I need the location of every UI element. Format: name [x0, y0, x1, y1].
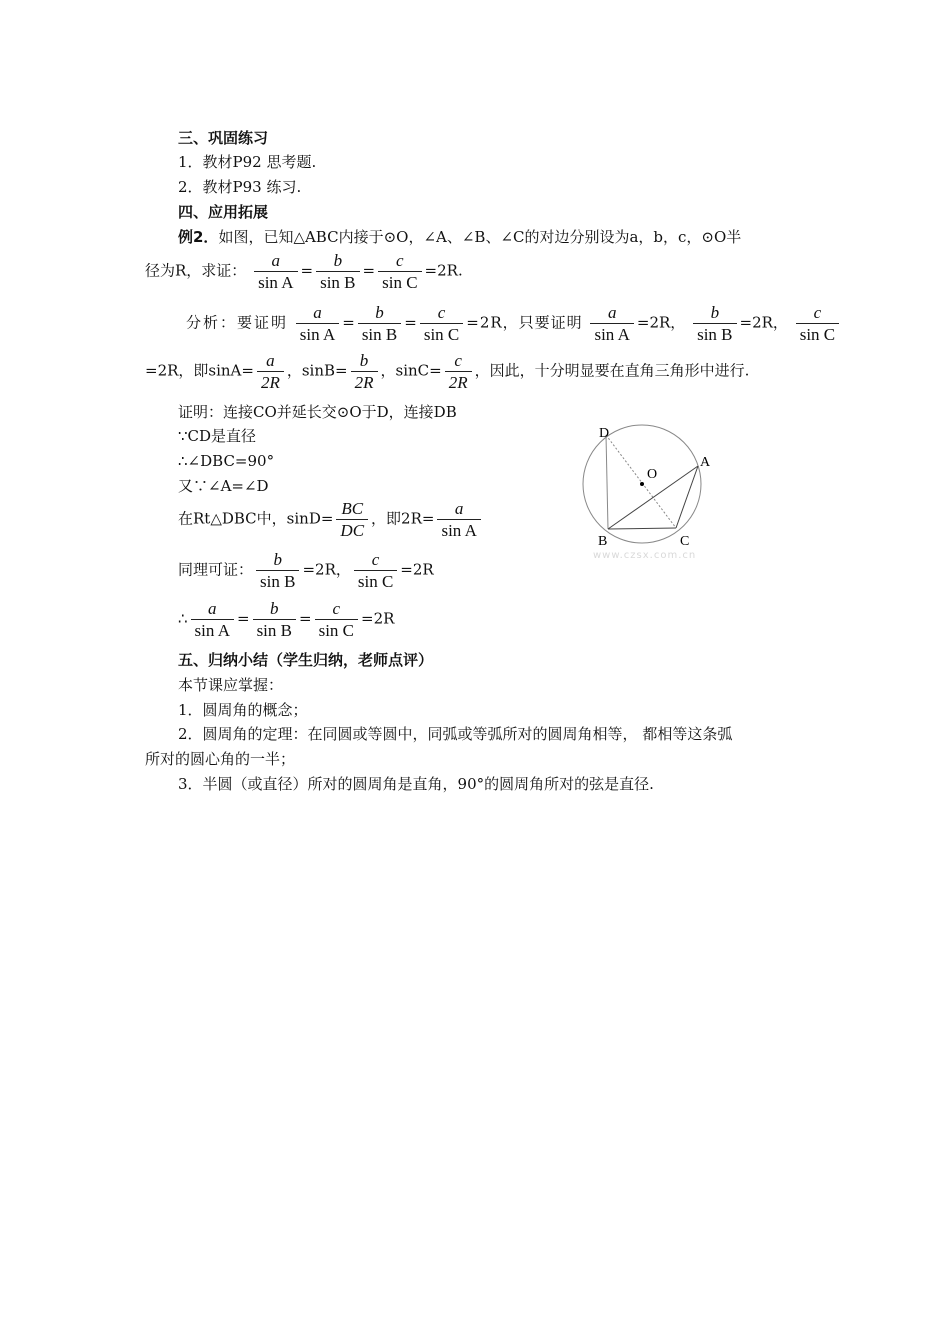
section-5-item-2b: 所对的圆心角的一半； — [145, 750, 296, 768]
equals: = — [362, 261, 376, 280]
circle-figure — [578, 418, 718, 568]
label-D: D — [599, 426, 610, 441]
numerator: b — [375, 303, 384, 322]
proof-6-mid: =2R， — [302, 560, 351, 579]
proof-6-prefix: 同理可证： — [178, 560, 254, 579]
proof-5-mid: ，即2R= — [371, 509, 435, 528]
fraction-a-2R — [257, 350, 284, 393]
fraction-c-2R — [445, 350, 472, 393]
analysis-sinB: ，sinB= — [286, 361, 348, 380]
proof-line-3: ∴∠DBC=90° — [178, 452, 275, 470]
proof-line-5 — [178, 498, 484, 541]
section-3-item-1: 1．教材P92 思考题. — [178, 153, 317, 171]
denominator: sin A — [594, 325, 630, 344]
section-5-item-1: 1．圆周角的概念； — [178, 701, 308, 719]
equals-2r: =2R. — [424, 261, 463, 280]
section-3-title: 三、巩固练习 — [178, 129, 269, 147]
analysis-line-2 — [145, 350, 749, 393]
denominator: sin C — [318, 621, 355, 640]
fraction-a-sinA — [254, 250, 297, 293]
fraction-c-sinC — [796, 302, 839, 345]
fraction-a-sinA — [590, 302, 633, 345]
section-5-item-3: 3．半圆（或直径）所对的圆周角是直角，90°的圆周角所对的弦是直径. — [178, 775, 654, 793]
fraction-b-sinB — [253, 598, 296, 641]
analysis-end: ，因此，十分明显要在直角三角形中进行. — [474, 361, 750, 380]
denominator: 2R — [448, 373, 468, 392]
example-line-2 — [145, 250, 463, 293]
fraction-b-sinB — [693, 302, 736, 345]
equals: = — [300, 261, 314, 280]
fraction-b-sinB — [358, 302, 401, 345]
denominator: sin B — [697, 325, 733, 344]
numerator: a — [607, 303, 617, 322]
numerator: a — [454, 499, 464, 518]
denominator: sin A — [441, 521, 477, 540]
watermark: www.czsx.com.cn — [593, 550, 697, 561]
analysis-sinA: =2R，即sinA= — [145, 361, 254, 380]
proof-6-end: =2R — [400, 560, 434, 579]
fraction-c-sinC — [354, 549, 397, 592]
analysis-prefix: 分析：要证明 — [186, 313, 289, 332]
fraction-a-sinA — [437, 498, 480, 541]
example-text-1: 如图，已知△ABC内接于⊙O，∠A、∠B、∠C的对边分别设为a，b，c，⊙O半 — [218, 228, 742, 246]
denominator: 2R — [260, 373, 280, 392]
analysis-sep: =2R， — [636, 313, 686, 332]
proof-line-2: ∵CD是直径 — [178, 427, 257, 445]
section-3-item-2: 2．教材P93 练习. — [178, 178, 302, 196]
label-O: O — [647, 467, 658, 482]
numerator: c — [371, 550, 380, 569]
fraction-a-sinA — [191, 598, 234, 641]
numerator: c — [813, 303, 822, 322]
numerator: a — [313, 303, 322, 322]
numerator: b — [359, 351, 369, 370]
numerator: a — [266, 351, 275, 370]
section-5-title: 五、归纳小结（学生归纳，老师点评） — [178, 651, 434, 669]
equals: = — [342, 313, 355, 332]
denominator: DC — [340, 521, 365, 540]
proof-7-end: =2R — [361, 609, 395, 628]
denominator: sin C — [357, 572, 394, 591]
fraction-b-sinB — [316, 250, 359, 293]
equals: = — [236, 609, 250, 628]
proof-line-7 — [178, 598, 394, 641]
numerator: b — [270, 599, 279, 618]
denominator: sin C — [423, 325, 460, 344]
fraction-c-sinC — [315, 598, 358, 641]
denominator: 2R — [354, 373, 374, 392]
denominator: sin B — [320, 273, 356, 292]
therefore-symbol: ∴ — [178, 609, 188, 628]
segment-DC — [606, 435, 676, 528]
numerator: a — [271, 251, 281, 270]
denominator: sin A — [299, 325, 336, 344]
analysis-sinC: ，sinC= — [380, 361, 442, 380]
example-text-2: 径为R，求证： — [145, 261, 247, 280]
fraction-a-sinA — [296, 302, 339, 345]
section-4-title: 四、应用拓展 — [178, 203, 269, 221]
denominator: sin C — [382, 273, 418, 292]
numerator: c — [437, 303, 446, 322]
analysis-line-1 — [186, 302, 842, 345]
numerator: c — [332, 599, 341, 618]
label-A: A — [700, 455, 711, 470]
analysis-mid: =2R，只要证明 — [466, 313, 583, 332]
section-5-item-2a: 2．圆周角的定理：在同圆或等圆中，同弧或等弧所对的圆周角相等， 都相等这条弧 — [178, 725, 733, 743]
fraction-BC-DC — [336, 498, 368, 541]
example-label: 例2． — [178, 228, 219, 246]
label-C: C — [680, 534, 690, 549]
segment-CA — [676, 466, 698, 528]
denominator: sin A — [194, 621, 230, 640]
fraction-c-sinC — [378, 250, 421, 293]
numerator: a — [208, 599, 217, 618]
segment-DB — [606, 435, 608, 529]
proof-5-prefix: 在Rt△DBC中，sinD= — [178, 509, 334, 528]
denominator: sin A — [258, 273, 294, 292]
fraction-b-2R — [351, 350, 378, 393]
proof-line-4: 又∵∠A=∠D — [178, 477, 269, 495]
denominator: sin B — [361, 325, 398, 344]
center-point — [640, 482, 644, 486]
numerator: BC — [341, 499, 364, 518]
example-line-1 — [178, 227, 741, 247]
denominator: sin C — [799, 325, 836, 344]
label-B: B — [598, 534, 608, 549]
fraction-b-sinB — [256, 549, 299, 592]
equals: = — [404, 313, 417, 332]
numerator: c — [454, 351, 462, 370]
analysis-sep: =2R， — [739, 313, 788, 332]
section-5-intro: 本节课应掌握： — [178, 676, 284, 694]
segment-BC — [608, 528, 676, 529]
denominator: sin B — [256, 621, 292, 640]
proof-line-1: 证明：连接CO并延长交⊙O于D，连接DB — [178, 403, 457, 421]
equals: = — [299, 609, 312, 628]
fraction-c-sinC — [420, 302, 463, 345]
numerator: c — [396, 251, 404, 270]
denominator: sin B — [260, 572, 296, 591]
proof-line-6 — [178, 549, 434, 592]
numerator: b — [710, 303, 720, 322]
numerator: b — [273, 550, 282, 569]
numerator: b — [333, 251, 343, 270]
